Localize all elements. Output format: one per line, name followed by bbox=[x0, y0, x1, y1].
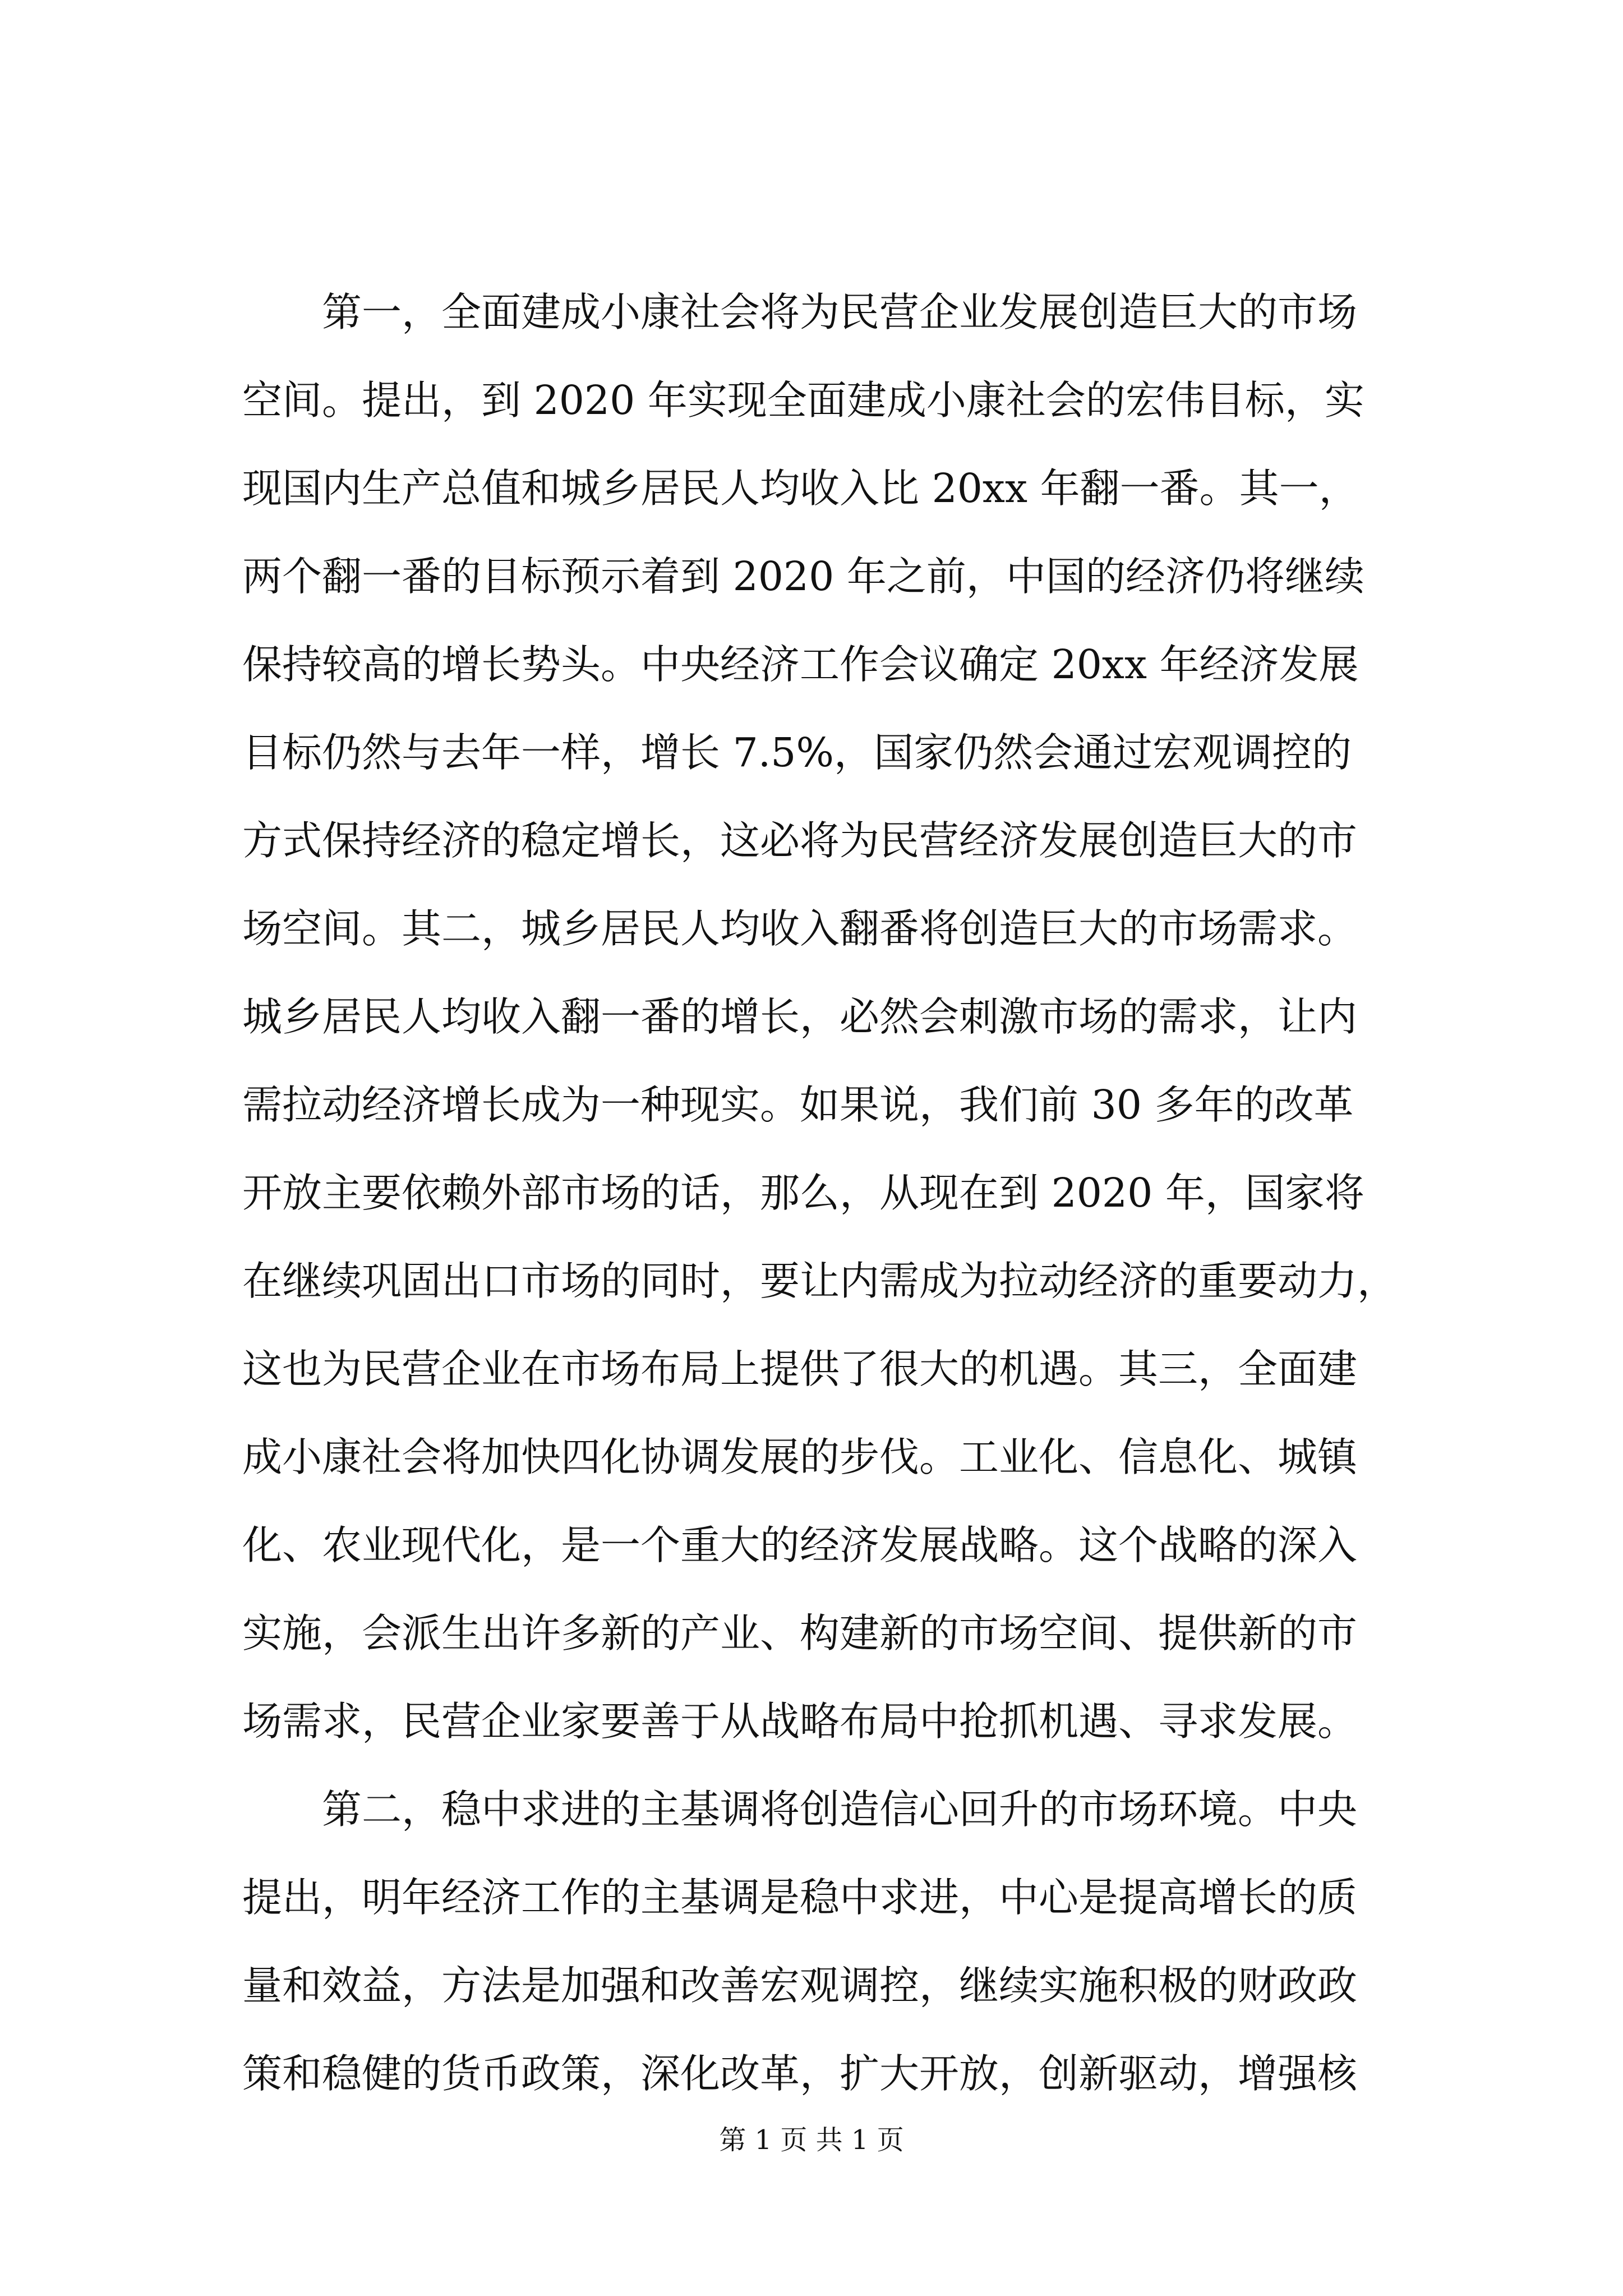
text-line: 第一，全面建成小康社会将为民营企业发展创造巨大的市场 bbox=[242, 289, 1358, 335]
text-line: 开放主要依赖外部市场的话，那么，从现在到 2020 年，国家将 bbox=[242, 1170, 1364, 1216]
text-line: 方式保持经济的稳定增长，这必将为民营经济发展创造巨大的市 bbox=[242, 817, 1358, 864]
text-line: 需拉动经济增长成为一种现实。如果说，我们前 30 多年的改革 bbox=[242, 1082, 1354, 1128]
text-line: 现国内生产总值和城乡居民人均收入比 20xx 年翻一番。其一， bbox=[242, 465, 1359, 512]
text-line: 两个翻一番的目标预示着到 2020 年之前，中国的经济仍将继续 bbox=[242, 553, 1364, 600]
text-line: 保持较高的增长势头。中央经济工作会议确定 20xx 年经济发展 bbox=[242, 641, 1359, 688]
text-line: 目标仍然与去年一样，增长 7.5%，国家仍然会通过宏观调控的 bbox=[242, 729, 1352, 776]
text-line: 空间。提出，到 2020 年实现全面建成小康社会的宏伟目标，实 bbox=[242, 377, 1364, 424]
text-line: 场空间。其二，城乡居民人均收入翻番将创造巨大的市场需求。 bbox=[242, 905, 1358, 952]
text-line: 化、农业现代化，是一个重大的经济发展战略。这个战略的深入 bbox=[242, 1522, 1358, 1568]
text-line: 这也为民营企业在市场布局上提供了很大的机遇。其三，全面建 bbox=[242, 1346, 1358, 1392]
text-line: 在继续巩固出口市场的同时，要让内需成为拉动经济的重要动力， bbox=[242, 1258, 1398, 1304]
text-line: 场需求，民营企业家要善于从战略布局中抢抓机遇、寻求发展。 bbox=[242, 1698, 1358, 1745]
page-footer: 第 1 页 共 1 页 bbox=[719, 2124, 904, 2156]
text-line: 实施，会派生出许多新的产业、构建新的市场空间、提供新的市 bbox=[242, 1610, 1358, 1657]
text-line: 成小康社会将加快四化协调发展的步伐。工业化、信息化、城镇 bbox=[242, 1434, 1358, 1480]
text-line: 第二，稳中求进的主基调将创造信心回升的市场环境。中央 bbox=[242, 1786, 1358, 1833]
text-line: 提出，明年经济工作的主基调是稳中求进，中心是提高增长的质 bbox=[242, 1874, 1358, 1921]
text-line: 量和效益，方法是加强和改善宏观调控，继续实施积极的财政政 bbox=[242, 1962, 1358, 2009]
text-line: 城乡居民人均收入翻一番的增长，必然会刺激市场的需求，让内 bbox=[242, 993, 1358, 1040]
text-line: 策和稳健的货币政策，深化改革，扩大开放，创新驱动，增强核 bbox=[242, 2050, 1358, 2097]
